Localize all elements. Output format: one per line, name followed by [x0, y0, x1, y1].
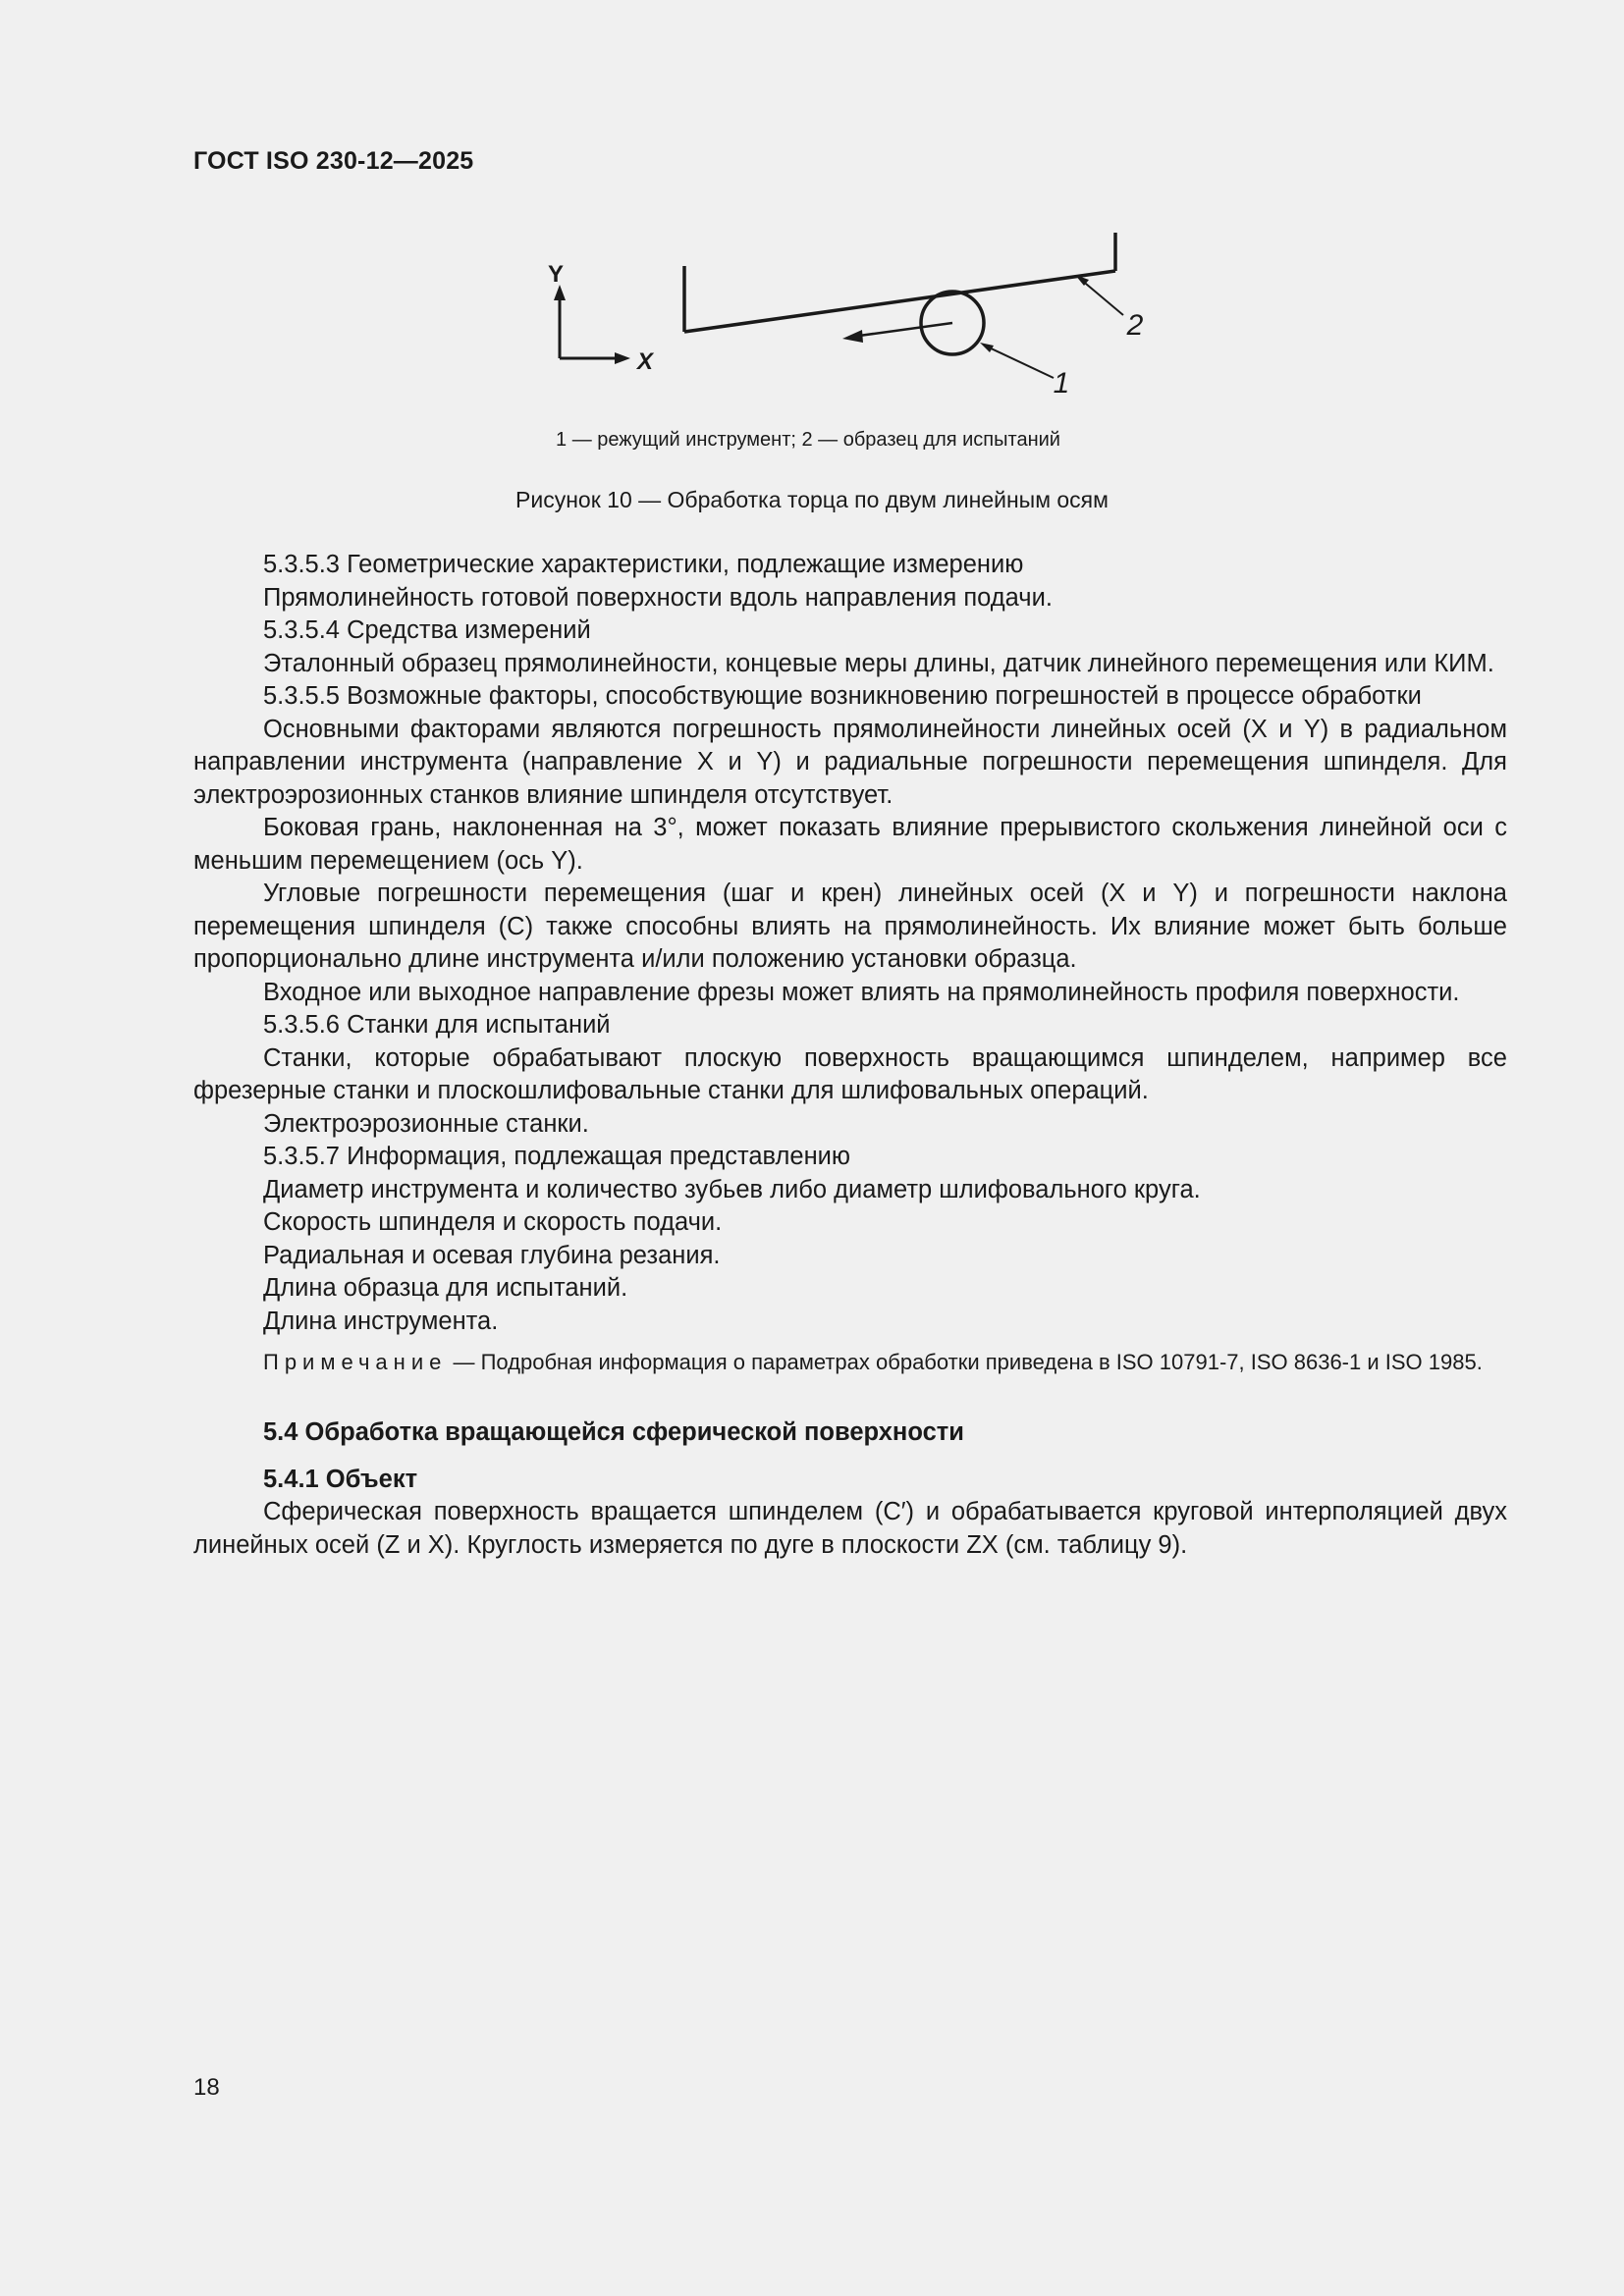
paragraph: Боковая грань, наклоненная на 3°, может показать влияние прерывистого скольжения линейной оси с меньшим перемещением (ось Y). [193, 814, 1507, 875]
paragraph: Длина инструмента. [263, 1307, 499, 1335]
paragraph: Сферическая поверхность вращается шпинделем (C′) и обрабатывается круговой интерполяцией двух линейных осей (Z и X). Круглость измеряется по дуге в плоскости ZX (см. таблицу 9). [193, 1498, 1507, 1559]
paragraph: Входное или выходное направление фрезы может влиять на прямолинейность профиля поверхности. [263, 978, 1460, 1006]
paragraph: Основными факторами являются погрешность прямолинейности линейных осей (X и Y) в радиальном направлении инструмента (направление X и Y) и радиальные погрешности перемещения шпинделя. Для электроэрозионных станков влияние шпинделя отсутствует. [193, 715, 1507, 809]
clause-heading: 5.3.5.3 Геометрические характеристики, подлежащие измерению [263, 551, 1024, 578]
note-text: — Подробная информация о параметрах обработки приведена в ISO 10791-7, ISO 8636-1 и ISO 1985. [447, 1350, 1483, 1374]
page-number: 18 [193, 2074, 220, 2101]
subsection-title: 5.4.1 Объект [263, 1465, 418, 1493]
coordinate-axes [560, 291, 623, 358]
paragraph: Радиальная и осевая глубина резания. [263, 1241, 721, 1269]
clause-heading: 5.3.5.5 Возможные факторы, способствующие возникновению погрешностей в процессе обработки [263, 682, 1422, 710]
paragraph: Прямолинейность готовой поверхности вдоль направления подачи. [263, 583, 1053, 612]
document-header: ГОСТ ISO 230-12—2025 [193, 147, 474, 175]
clause-heading: 5.3.5.7 Информация, подлежащая представлению [263, 1143, 851, 1170]
leader-1-arrowhead [980, 343, 994, 352]
document-body [193, 549, 1507, 1562]
clause-heading: 5.3.5.6 Станки для испытаний [263, 1011, 611, 1039]
paragraph: Длина образца для испытаний. [263, 1274, 628, 1302]
paragraph: Угловые погрешности перемещения (шаг и крен) линейных осей (X и Y) и погрешности наклона перемещения шпинделя (C) также способны влиять на прямолинейность. Их влияние может быть больше пропорционально длине инструмента и/или положению установки образца. [193, 880, 1507, 973]
paragraph: Электроэрозионные станки. [263, 1109, 589, 1138]
test-piece [684, 233, 1115, 332]
feed-arrowhead [842, 330, 863, 343]
paragraph: Диаметр инструмента и количество зубьев либо диаметр шлифовального круга. [263, 1175, 1201, 1203]
section-title: 5.4 Обработка вращающейся сферической поверхности [263, 1418, 964, 1446]
figure-10-diagram [530, 224, 1144, 410]
callout-label-1: 1 [1053, 367, 1070, 400]
callout-label-2: 2 [1126, 309, 1144, 342]
paragraph: Скорость шпинделя и скорость подачи. [263, 1208, 723, 1236]
leader-line-2 [1080, 279, 1123, 315]
note [193, 1348, 1507, 1377]
figure-caption: Рисунок 10 — Обработка торца по двум линейным осям [515, 487, 1109, 512]
axis-y-label: Y [547, 261, 565, 288]
paragraph: Станки, которые обрабатывают плоскую поверхность вращающимся шпинделем, например все фрезерные станки и плоскошлифовальные станки для шлифовальных операций. [193, 1043, 1507, 1104]
clause-heading: 5.3.5.4 Средства измерений [263, 616, 591, 644]
note-label: Примечание [263, 1350, 448, 1374]
x-axis-arrowhead [615, 352, 630, 364]
figure-legend: 1 — режущий инструмент; 2 — образец для испытаний [556, 429, 1060, 451]
axis-x-label: X [636, 348, 654, 375]
feed-direction-arrow [859, 323, 952, 336]
leader-line-1 [985, 346, 1054, 378]
paragraph: Эталонный образец прямолинейности, концевые меры длины, датчик линейного перемещения или КИМ. [263, 649, 1494, 677]
